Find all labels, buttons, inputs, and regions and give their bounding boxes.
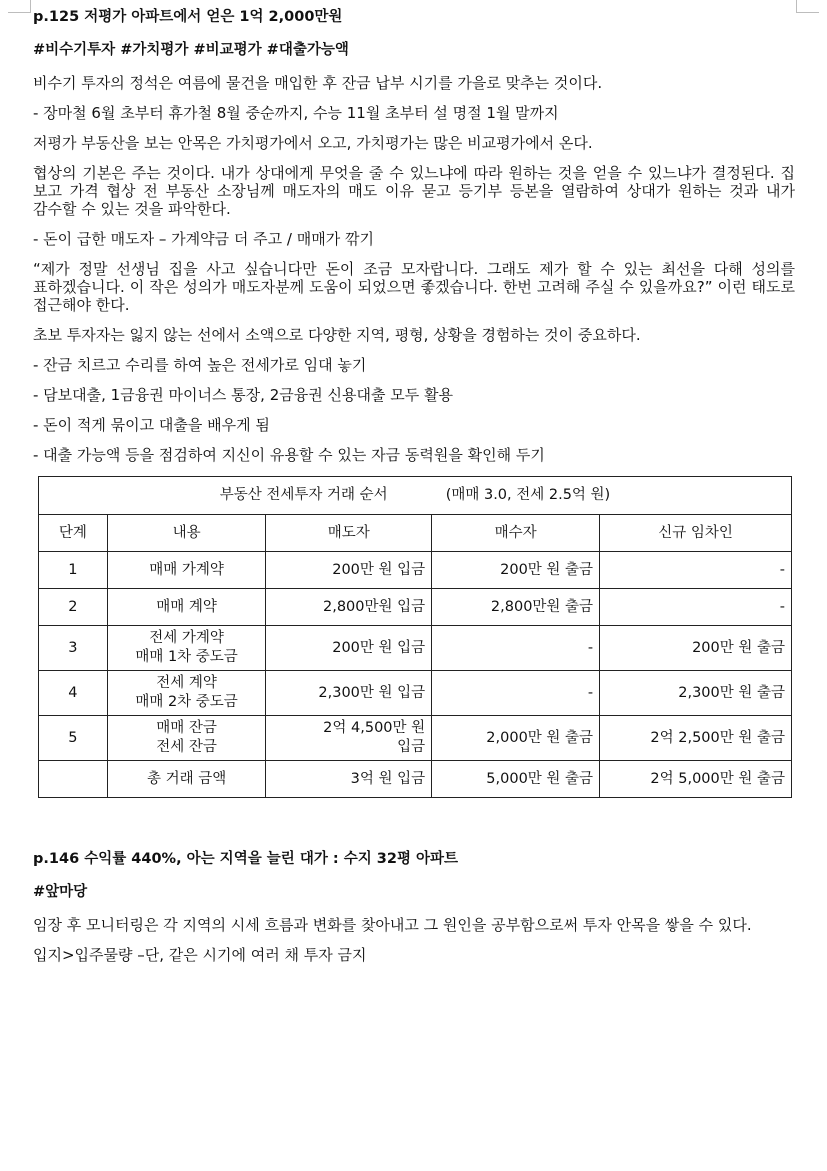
section-2-hashtags: #앞마당	[33, 884, 88, 900]
cell-buyer: -	[432, 626, 600, 671]
cell-content: 전세 계약 매매 2차 중도금	[107, 671, 266, 716]
table-row	[39, 671, 792, 716]
cell-step: 3	[39, 626, 108, 671]
section-2-title: p.146 수익률 440%, 아는 지역을 늘린 대가 : 수지 32평 아파트	[33, 851, 459, 867]
cell-content: 매매 계약	[107, 589, 266, 626]
cell-content: 총 거래 금액	[107, 761, 266, 798]
header-step: 단계	[39, 515, 108, 552]
cell-content: 전세 가계약 매매 1차 중도금	[107, 626, 266, 671]
cell-tenant: -	[600, 589, 792, 626]
paragraph-5: - 돈이 급한 매도자 – 가계약금 더 주고 / 매매가 깎기	[33, 230, 374, 248]
cell-step: 4	[39, 671, 108, 716]
cell-seller: 2,800만원 입금	[266, 589, 432, 626]
paragraph-11: - 대출 가능액 등을 점검하여 지신이 유용할 수 있는 자금 동력원을 확인해 두기	[33, 446, 545, 464]
paragraph-8: - 잔금 치르고 수리를 하여 높은 전세가로 임대 놓기	[33, 356, 367, 374]
cell-seller: 2,300만 원 입금	[266, 671, 432, 716]
table-row	[39, 626, 792, 671]
table-row	[39, 552, 792, 589]
section-1-title: p.125 저평가 아파트에서 얻은 1억 2,000만원	[33, 9, 343, 25]
cell-seller: 3억 원 입금	[266, 761, 432, 798]
paragraph-2: - 장마철 6월 초부터 휴가철 8월 중순까지, 수능 11월 초부터 설 명절 1월 말까지	[33, 104, 559, 122]
cell-tenant: 2,300만 원 출금	[600, 671, 792, 716]
page-corner-mark-left	[8, 0, 31, 13]
cell-seller: 200만 원 입금	[266, 626, 432, 671]
cell-seller: 200만 원 입금	[266, 552, 432, 589]
cell-content: 매매 잔금 전세 잔금	[107, 716, 266, 761]
transaction-order-table	[38, 476, 792, 798]
cell-step	[39, 761, 108, 798]
cell-buyer: 5,000만 원 출금	[432, 761, 600, 798]
cell-buyer: 200만 원 출금	[432, 552, 600, 589]
cell-step: 2	[39, 589, 108, 626]
paragraph-6: “제가 정말 선생님 집을 사고 싶습니다만 돈이 조금 모자랍니다. 그래도 제가 할 수 있는 최선을 다해 성의를 표하겠습니다. 이 작은 성의가 매도자분께 도움이 되었으면 좋겠습니다. 한번 고려해 주실 수 있을까요?” 이런 태도로 접근해야 한다.	[33, 260, 795, 314]
paragraph-4: 협상의 기본은 주는 것이다. 내가 상대에게 무엇을 줄 수 있느냐에 따라 원하는 것을 얻을 수 있느냐가 결정된다. 집 보고 가격 협상 전 부동산 소장님께 매도자의 매도 이유 묻고 등기부 등본을 열람하여 상대가 원하는 것과 내가 감수할 수 있는 것을 파악한다.	[33, 164, 795, 218]
cell-seller: 2억 4,500만 원 입금	[266, 716, 432, 761]
cell-step: 1	[39, 552, 108, 589]
paragraph-7: 초보 투자자는 잃지 않는 선에서 소액으로 다양한 지역, 평형, 상황을 경험하는 것이 중요하다.	[33, 326, 641, 344]
header-seller: 매도자	[266, 515, 432, 552]
table-header-row	[39, 515, 792, 552]
paragraph-12: 임장 후 모니터링은 각 지역의 시세 흐름과 변화를 찾아내고 그 원인을 공부함으로써 투자 안목을 쌓을 수 있다.	[33, 916, 752, 934]
table-row	[39, 716, 792, 761]
table-caption-row	[39, 477, 792, 515]
table-caption-note: (매매 3.0, 전세 2.5억 원)	[445, 487, 611, 503]
cell-step: 5	[39, 716, 108, 761]
table-caption	[39, 477, 792, 515]
paragraph-13: 입지>입주물량 –단, 같은 시기에 여러 채 투자 금지	[33, 946, 367, 964]
table-total-row	[39, 761, 792, 798]
cell-buyer: 2,000만 원 출금	[432, 716, 600, 761]
cell-content: 매매 가계약	[107, 552, 266, 589]
paragraph-9: - 담보대출, 1금융권 마이너스 통장, 2금융권 신용대출 모두 활용	[33, 386, 453, 404]
cell-tenant: 2억 5,000만 원 출금	[600, 761, 792, 798]
page-corner-mark-right	[796, 0, 819, 13]
header-buyer: 매수자	[432, 515, 600, 552]
paragraph-1: 비수기 투자의 정석은 여름에 물건을 매입한 후 잔금 납부 시기를 가을로 맞추는 것이다.	[33, 74, 603, 92]
document-page	[33, 8, 795, 976]
header-tenant: 신규 임차인	[600, 515, 792, 552]
header-content: 내용	[107, 515, 266, 552]
cell-tenant: 200만 원 출금	[600, 626, 792, 671]
paragraph-10: - 돈이 적게 묶이고 대출을 배우게 됨	[33, 416, 270, 434]
cell-buyer: 2,800만원 출금	[432, 589, 600, 626]
paragraph-3: 저평가 부동산을 보는 안목은 가치평가에서 오고, 가치평가는 많은 비교평가에서 온다.	[33, 134, 593, 152]
section-1-hashtags: #비수기투자 #가치평가 #비교평가 #대출가능액	[33, 42, 349, 58]
cell-tenant: 2억 2,500만 원 출금	[600, 716, 792, 761]
table-row	[39, 589, 792, 626]
cell-buyer: -	[432, 671, 600, 716]
table-caption-title: 부동산 전세투자 거래 순서	[219, 487, 388, 503]
cell-tenant: -	[600, 552, 792, 589]
